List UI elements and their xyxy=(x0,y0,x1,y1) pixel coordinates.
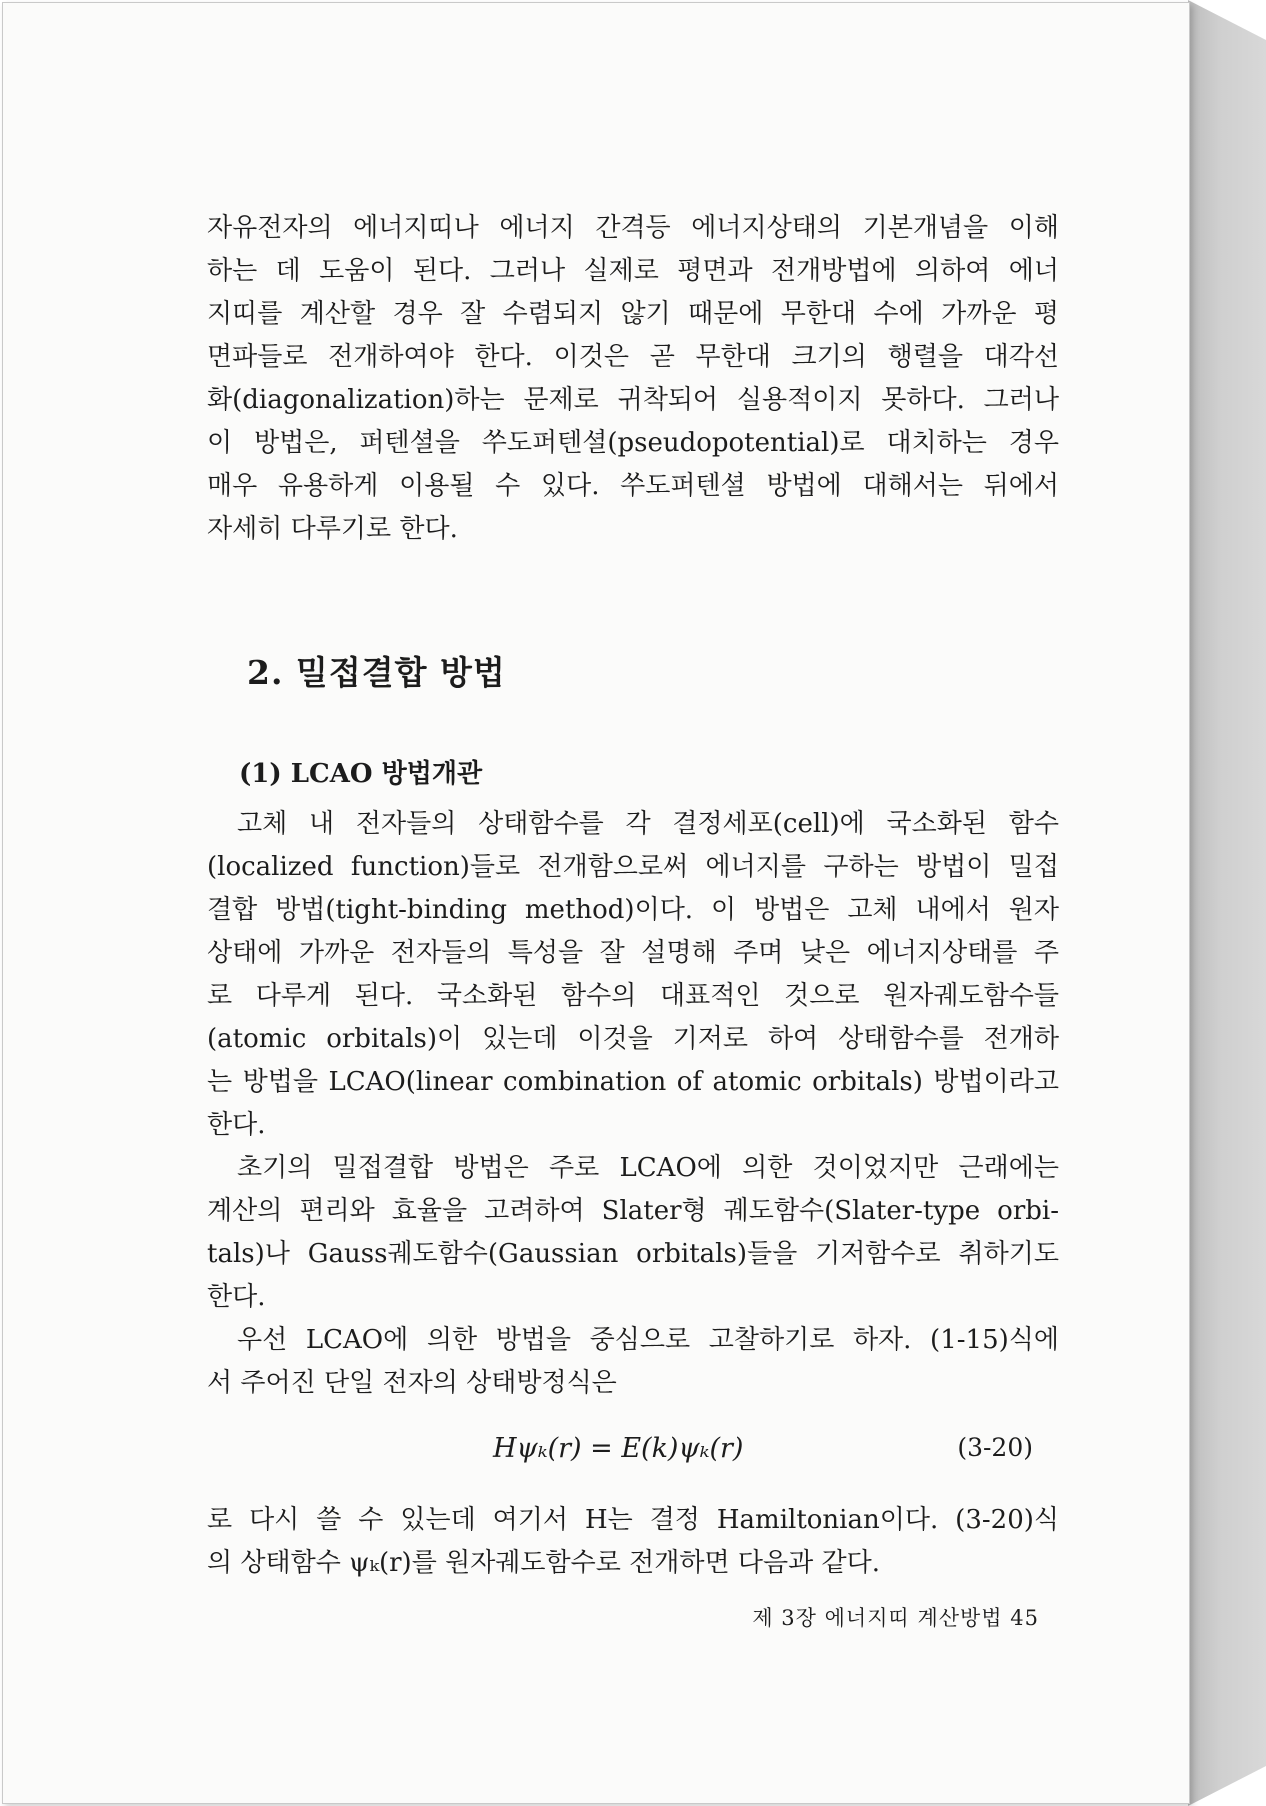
text-line: 초기의 밀접결합 방법은 주로 LCAO에 의한 것이었지만 근래에는 xyxy=(237,1153,1059,1183)
text-line: 한다. xyxy=(207,1282,266,1312)
paragraph-slater-gauss xyxy=(207,1147,1059,1319)
book-page xyxy=(2,2,1190,1804)
subsection-heading: (1) LCAO 방법개관 xyxy=(239,759,483,789)
paragraph-body xyxy=(207,1499,1059,1585)
paragraph-body xyxy=(207,803,1059,1147)
text-line: 화(diagonalization)하는 문제로 귀착되어 실용적이지 못하다. 그러나 xyxy=(207,385,1059,415)
equation-number: (3-20) xyxy=(957,1433,1033,1462)
section-heading: 2. 밀접결합 방법 xyxy=(247,653,506,692)
paragraph-lcao-intro xyxy=(207,1319,1059,1405)
text-line: 결합 방법(tight-binding method)이다. 이 방법은 고체 내에서 원자 xyxy=(207,895,1059,925)
paragraph-body xyxy=(207,207,1059,551)
text-line: 계산의 편리와 효율을 고려하여 Slater형 궤도함수(Slater-type orbi- xyxy=(207,1196,1059,1226)
text-line: 자세히 다루기로 한다. xyxy=(207,514,458,544)
text-line: (atomic orbitals)이 있는데 이것을 기저로 하여 상태함수를 전개하 xyxy=(207,1024,1059,1054)
text-line: (localized function)들로 전개함으로써 에너지를 구하는 방법이 밀접 xyxy=(207,852,1059,882)
equation-3-20 xyxy=(207,1433,1059,1483)
book-page-edge xyxy=(1188,0,1266,1806)
text-line: 는 방법을 LCAO(linear combination of atomic orbitals) 방법이라고 xyxy=(207,1067,1059,1097)
text-line: 지띠를 계산할 경우 잘 수렴되지 않기 때문에 무한대 수에 가까운 평 xyxy=(207,299,1059,329)
text-line: 하는 데 도움이 된다. 그러나 실제로 평면과 전개방법에 의하여 에너 xyxy=(207,256,1059,286)
text-line: 우선 LCAO에 의한 방법을 중심으로 고찰하기로 하자. (1-15)식에 xyxy=(237,1325,1059,1355)
text-line: 로 다시 쓸 수 있는데 여기서 H는 결정 Hamiltonian이다. (3-20)식 xyxy=(207,1505,1059,1535)
paragraph-body xyxy=(207,1147,1059,1319)
paragraph-tight-binding xyxy=(207,803,1059,1147)
text-line: 이 방법은, 퍼텐셜을 쑤도퍼텐셜(pseudopotential)로 대치하는 경우 xyxy=(207,428,1059,458)
equation-formula: Hψₖ(r) = E(k)ψₖ(r) xyxy=(493,1433,744,1464)
text-line: tals)나 Gauss궤도함수(Gaussian orbitals)들을 기저함수로 취하기도 xyxy=(207,1239,1059,1269)
paragraph-hamiltonian xyxy=(207,1499,1059,1585)
text-line: 상태에 가까운 전자들의 특성을 잘 설명해 주며 낮은 에너지상태를 주 xyxy=(207,938,1059,968)
text-line: 고체 내 전자들의 상태함수를 각 결정세포(cell)에 국소화된 함수 xyxy=(237,809,1059,839)
paragraph-free-electron xyxy=(207,207,1059,551)
text-line: 로 다루게 된다. 국소화된 함수의 대표적인 것으로 원자궤도함수들 xyxy=(207,981,1059,1011)
text-line: 서 주어진 단일 전자의 상태방정식은 xyxy=(207,1368,617,1398)
page-footer: 제 3장 에너지띠 계산방법 45 xyxy=(752,1606,1039,1630)
text-line: 의 상태함수 ψₖ(r)를 원자궤도함수로 전개하면 다음과 같다. xyxy=(207,1548,880,1578)
text-line: 면파들로 전개하여야 한다. 이것은 곧 무한대 크기의 행렬을 대각선 xyxy=(207,342,1059,372)
text-line: 자유전자의 에너지띠나 에너지 간격등 에너지상태의 기본개념을 이해 xyxy=(207,213,1059,243)
text-line: 매우 유용하게 이용될 수 있다. 쑤도퍼텐셜 방법에 대해서는 뒤에서 xyxy=(207,471,1059,501)
paragraph-body xyxy=(207,1319,1059,1405)
text-line: 한다. xyxy=(207,1110,266,1140)
